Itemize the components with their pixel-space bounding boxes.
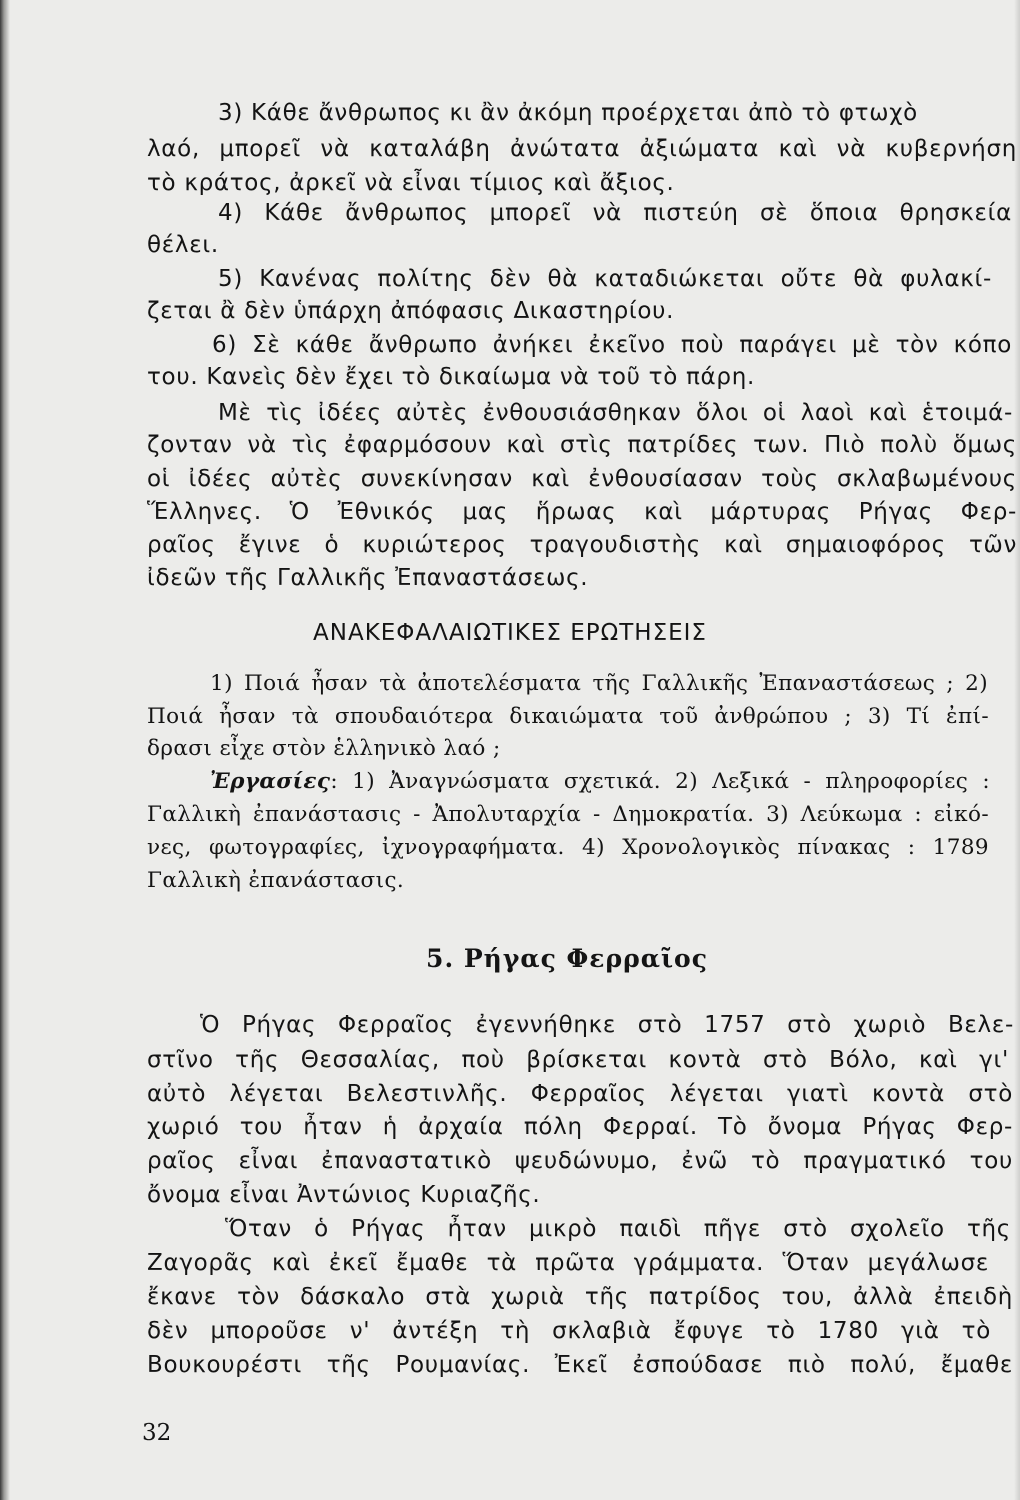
text-line: Ζαγορᾶς καὶ ἐκεῖ ἔμαθε τὰ πρῶτα γράμματα. Ὅταν μεγάλωσε <box>147 1250 989 1276</box>
text-line: Βουκουρέστι τῆς Ρουμανίας. Ἐκεῖ ἐσπούδασε πιὸ πολύ, ἔμαθε <box>147 1352 1013 1378</box>
tasks-label: Ἐργασίες <box>210 769 331 794</box>
text-line: δὲν μποροῦσε ν' ἀντέξη τὴ σκλαβιὰ ἔφυγε τὸ 1780 γιὰ τὸ <box>147 1318 991 1344</box>
text-line: ἰδεῶν τῆς Γαλλικῆς Ἐπαναστάσεως. <box>147 565 589 591</box>
tasks-line: Γαλλικὴ ἐπανάστασις - Ἀπολυταρχία - Δημοκρατία. 3) Λεύκωμα : εἰκό- <box>147 802 989 827</box>
text-line: του. Κανεὶς δὲν ἔχει τὸ δικαίωμα νὰ τοῦ τὸ πάρη. <box>147 364 756 390</box>
chapter-title: 5. Ρήγας Φερραῖος <box>426 944 708 973</box>
text-line: Ἕλληνες. Ὁ Ἐθνικός μας ἥρωας καὶ μάρτυρας Ρήγας Φερ- <box>147 499 1017 525</box>
text-line: ζονταν νὰ τὶς ἐφαρμόσουν καὶ στὶς πατρίδες των. Πιὸ πολὺ ὅμως <box>147 432 1017 458</box>
text-line: χωριό του ἦταν ἡ ἀρχαία πόλη Φερραί. Τὸ ὄνομα Ρήγας Φερ- <box>147 1114 1013 1140</box>
text-line: ζεται ἂ δὲν ὑπάρχη ἀπόφασις Δικαστηρίου. <box>147 298 675 324</box>
text-line: Ὅταν ὁ Ρήγας ἦταν μικρὸ παιδὶ πῆγε στὸ σχολεῖο τῆς <box>225 1216 1011 1242</box>
text-line: Ὁ Ρήγας Φερραῖος ἐγεννήθηκε στὸ 1757 στὸ χωριὸ Βελε- <box>200 1012 1014 1038</box>
page-number: 32 <box>142 1420 172 1446</box>
text-line: 4) Κάθε ἄνθρωπος μπορεῖ νὰ πιστεύη σὲ ὅποια θρησκεία <box>218 200 1012 226</box>
tasks-line <box>210 771 990 793</box>
text-line: ὄνομα εἶναι Ἀντώνιος Κυριαζῆς. <box>147 1182 541 1208</box>
question-line: δρασι εἶχε στὸν ἑλληνικὸ λαό ; <box>147 736 501 761</box>
text-line: τὸ κράτος, ἀρκεῖ νὰ εἶναι τίμιος καὶ ἄξιος. <box>147 170 675 196</box>
tasks-line: Γαλλικὴ ἐπανάστασις. <box>147 868 405 893</box>
tasks-line: νες, φωτογραφίες, ἰχνογραφήματα. 4) Χρονολογικὸς πίνακας : 1789 <box>147 835 989 860</box>
page-binding-shadow <box>0 0 10 1500</box>
text-line: αὐτὸ λέγεται Βελεστινλῆς. Φερραῖος λέγεται γιατὶ κοντὰ στὸ <box>147 1081 1013 1107</box>
text-line: 6) Σὲ κάθε ἄνθρωπο ἀνήκει ἐκεῖνο ποὺ παράγει μὲ τὸν κόπο <box>212 332 1012 358</box>
text-line: 3) Κάθε ἄνθρωπος κι ἂν ἀκόμη προέρχεται ἀπὸ τὸ φτωχὸ <box>218 100 918 126</box>
question-line: Ποιά ἦσαν τὰ σπουδαιότερα δικαιώματα τοῦ ἀνθρώπου ; 3) Τί ἐπί- <box>147 704 989 729</box>
text-line: ἔκανε τὸν δάσκαλο στὰ χωριὰ τῆς πατρίδος του, ἀλλὰ ἐπειδὴ <box>147 1284 1013 1310</box>
text-line: στῖνο τῆς Θεσσαλίας, ποὺ βρίσκεται κοντὰ στὸ Βόλο, καὶ γι' <box>147 1047 1009 1073</box>
text-line: θέλει. <box>147 232 219 258</box>
text-line: 5) Κανένας πολίτης δὲν θὰ καταδιώκεται οὔτε θὰ φυλακί- <box>218 266 992 292</box>
text-line: οἱ ἰδέες αὐτὲς συνεκίνησαν καὶ ἐνθουσίασαν τοὺς σκλαβωμένους <box>147 466 1017 492</box>
text-line: ραῖος εἶναι ἐπαναστατικὸ ψευδώνυμο, ἐνῶ τὸ πραγματικό του <box>147 1148 1013 1174</box>
page-edge <box>1014 0 1020 1500</box>
question-line: 1) Ποιά ἦσαν τὰ ἀποτελέσματα τῆς Γαλλικῆς Ἐπαναστάσεως ; 2) <box>210 671 988 696</box>
text-line: Μὲ τὶς ἰδέες αὐτὲς ἐνθουσιάσθηκαν ὅλοι οἱ λαοὶ καὶ ἑτοιμά- <box>218 400 1013 426</box>
text-line: λαό, μπορεῖ νὰ καταλάβη ἀνώτατα ἀξιώματα καὶ νὰ κυβερνήση <box>147 136 1017 162</box>
tasks-text: : 1) Ἀναγνώσματα σχετικά. 2) Λεξικά - πληροφορίες : <box>330 769 990 794</box>
text-line: ραῖος ἔγινε ὁ κυριώτερος τραγουδιστὴς καὶ σημαιοφόρος τῶν <box>147 532 1017 558</box>
review-heading: ΑΝΑΚΕΦΑΛΑΙΩΤΙΚΕΣ ΕΡΩΤΗΣΕΙΣ <box>313 620 707 646</box>
